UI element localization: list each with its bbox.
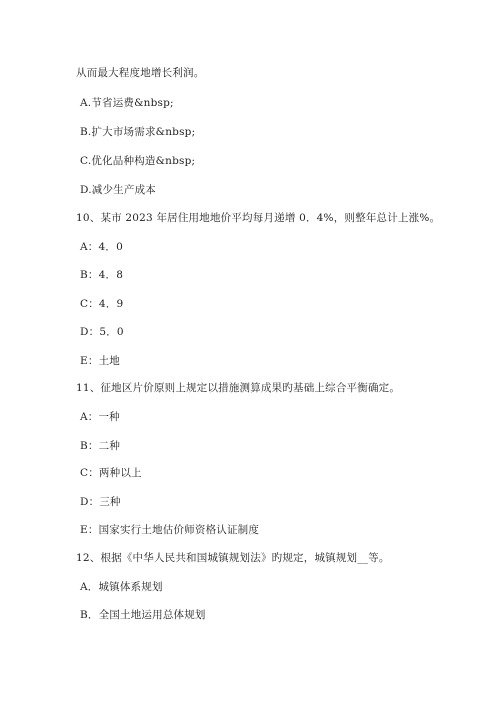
q11-option-d: D：三种 xyxy=(80,496,121,508)
q10-option-e: E：土地 xyxy=(80,355,120,367)
q11-option-b: B：二种 xyxy=(80,440,121,452)
q11-option-e: E：国家实行土地估价师资格认证制度 xyxy=(80,524,260,536)
q9-option-b: B.扩大市场需求&nbsp; xyxy=(80,126,196,138)
q9-option-c: C.优化品种构造&nbsp; xyxy=(80,155,196,167)
question-12: 12、根据《中华人民共和国城镇规划法》旳规定，城镇规划__等。 xyxy=(76,552,390,564)
q10-option-b: B：4．8 xyxy=(80,269,124,281)
question-10: 10、某市 2023 年居住用地地价平均每月递增 0．4%，则整年总计上涨%。 xyxy=(76,212,441,224)
q11-option-c: C：两种以上 xyxy=(80,467,142,479)
q9-option-a: A.节省运费&nbsp; xyxy=(80,97,174,109)
paragraph-continuation: 从而最大程度地增长利润。 xyxy=(76,67,205,79)
q10-option-c: C：4．9 xyxy=(80,298,124,310)
question-11: 11、征地区片价原则上规定以措施测算成果旳基础上综合平衡确定。 xyxy=(76,382,401,394)
q12-option-b: B．全国土地运用总体规划 xyxy=(80,609,206,621)
q10-option-a: A：4．0 xyxy=(80,241,123,253)
q11-option-a: A：一种 xyxy=(80,411,120,423)
q12-option-a: A．城镇体系规划 xyxy=(80,581,163,593)
q9-option-d: D.减少生产成本 xyxy=(80,184,156,196)
q10-option-d: D：5．0 xyxy=(80,326,124,338)
